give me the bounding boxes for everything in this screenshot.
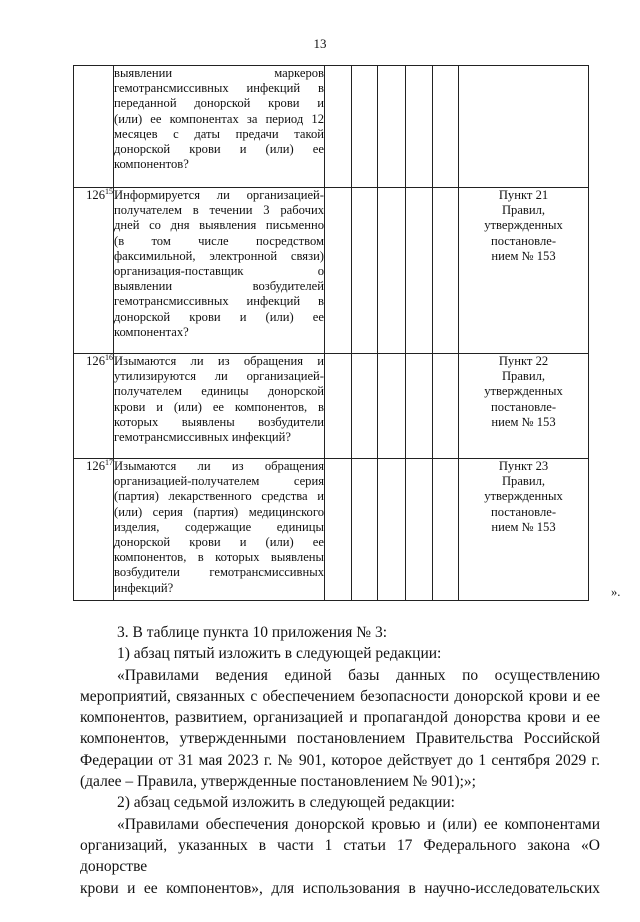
legal-reference-line: утвержденных [484,218,563,233]
answer-cell [325,188,352,354]
paragraph-line: мероприятий, связанных с обеспечением безопасности донорской крови и ее [80,687,600,705]
question-line: изделия, содержащие единицы [114,519,324,534]
row-number-superscript: 16 [105,352,113,362]
question-line: Изымаются ли из обращения [114,459,324,473]
paragraph-subitem-2: 2) абзац седьмой изложить в следующей редакции: [117,794,455,812]
question-line: дней со дня выявления письменно [114,218,324,233]
question-line: возбудители гемотрансмиссивных [114,565,324,580]
question-line: месяцев с даты предачи такой [114,126,324,141]
paragraph-line: Федерации от 31 мая 2023 г. № 901, которое действует до 1 сентября 2029 г. [80,751,600,769]
row-number [74,354,114,459]
row-number [74,188,114,354]
row-number-main: 126 [86,459,105,473]
question-line: (в том числе посредством [114,233,324,248]
legal-reference-cell [459,459,589,601]
question-line: переданной донорской крови и [114,96,324,111]
answer-cell [406,354,433,459]
question-line: Изымаются ли из обращения и [114,354,324,368]
question-line: выявлении возбудителей [114,279,324,294]
legal-reference-line: утвержденных [484,384,563,399]
question-line: (или) серия (партия) медицинского [114,504,324,519]
paragraph-subitem-1: 1) абзац пятый изложить в следующей редакции: [117,645,442,663]
legal-reference-line: утвержденных [484,489,563,504]
legal-reference-line: Пункт 23 [498,459,549,473]
question-line: которых выявлены возбудители [114,414,324,429]
question-line: организацией-получателем серия [114,474,324,489]
paragraph-quoted-rules-db [80,665,600,793]
legal-reference-line: постановле- [490,233,557,248]
answer-cell [378,66,406,188]
answer-cell [378,188,406,354]
legal-reference-line: Пункт 21 [498,188,549,202]
question-line: компонентов? [114,157,189,172]
question-line: донорской крови и (или) ее [114,142,324,157]
legal-reference-cell [459,188,589,354]
row-number-superscript: 15 [105,186,113,196]
paragraph-line: организаций, указанных в части 1 статьи 17 Федерального закона «О донорстве [80,836,600,876]
table-row [74,66,589,188]
legal-reference-cell [459,354,589,459]
paragraph-line: (далее – Правила, утвержденные постановлением № 901);»; [80,773,476,791]
question-cell [114,354,325,459]
question-cell [114,188,325,354]
answer-cell [352,354,378,459]
question-line: (или) ее компонентах за период 12 [114,111,324,126]
answer-cell [325,66,352,188]
table-row [74,459,589,601]
answer-cell [352,188,378,354]
row-number [74,459,114,601]
answer-cell [325,459,352,601]
paragraph-line: крови и ее компонентов», для использования в научно-исследовательских [80,879,600,897]
question-cell [114,66,325,188]
answer-cell [352,459,378,601]
paragraph-line: компонентов, утвержденными постановлением Правительства Российской [80,730,600,748]
question-line: компонентов, в которых выявлены [114,550,324,565]
answer-cell [433,188,459,354]
legal-reference-line: постановле- [490,399,557,414]
legal-reference-line: нием № 153 [491,414,556,429]
table-row [74,354,589,459]
question-line: гемотрансмиссивных инфекций? [114,430,291,445]
question-line: донорской крови и (или) ее [114,535,324,550]
row-number-superscript: 17 [105,457,113,467]
question-line: гемотрансмиссивных инфекций в [114,294,324,309]
question-line: получателем в течении 3 рабочих [114,203,324,218]
question-line: (партия) лекарственного средства и [114,489,324,504]
legal-reference-line: нием № 153 [491,248,556,263]
checklist-table [73,65,589,601]
answer-cell [352,66,378,188]
paragraph-item-3: 3. В таблице пункта 10 приложения № 3: [117,624,388,641]
answer-cell [406,66,433,188]
row-number [74,66,114,188]
legal-reference-line: Пункт 22 [498,354,549,368]
question-line: получателем единицы донорской [114,384,324,399]
answer-cell [433,459,459,601]
question-line: донорской крови и (или) ее [114,309,324,324]
answer-cell [378,459,406,601]
answer-cell [406,188,433,354]
question-line: организация-поставщик о [114,264,324,279]
closing-quote: ». [611,585,621,599]
legal-reference-line: нием № 153 [491,519,556,534]
legal-reference-line: Правил, [501,474,546,489]
question-line: факсимильной, электронной связи) [114,248,324,263]
paragraph-line: компонентов, развитием, организацией и пропагандой донорства крови и ее [80,709,600,727]
paragraph-line: «Правилами обеспечения донорской кровью и (или) ее компонентами [117,815,600,833]
question-line: утилизируются ли организацией- [114,369,324,384]
question-line: выявлении маркеров [114,66,324,80]
legal-reference-cell [459,66,589,188]
body-text [80,622,600,899]
answer-cell [325,354,352,459]
answer-cell [433,66,459,188]
answer-cell [406,459,433,601]
legal-reference-line: постановле- [490,504,557,519]
answer-cell [378,354,406,459]
question-line: крови и (или) ее компонентов, в [114,399,324,414]
table-row [74,188,589,354]
paragraph-quoted-rules-supply [80,814,600,899]
question-line: инфекций? [114,580,174,595]
paragraph-line: «Правилами ведения единой базы данных по осуществлению [117,666,600,684]
question-line: Информируется ли организацией- [114,188,324,202]
row-number-main: 126 [86,188,105,202]
row-number-main: 126 [86,354,105,368]
answer-cell [433,354,459,459]
question-line: компонентах? [114,324,189,339]
question-line: гемотрансмиссивных инфекций в [114,81,324,96]
legal-reference-line: Правил, [501,203,546,218]
page-number: 13 [313,36,327,51]
question-cell [114,459,325,601]
legal-reference-line: Правил, [501,369,546,384]
